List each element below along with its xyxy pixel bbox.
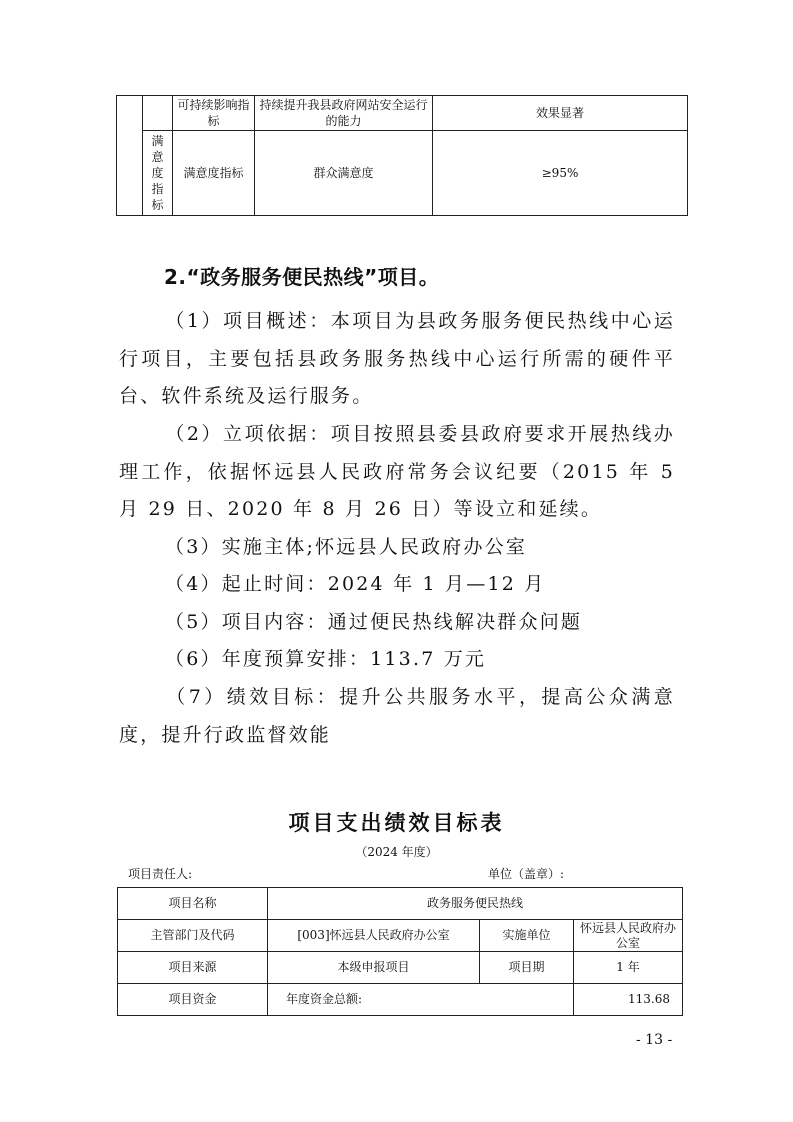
unit-seal-label: 单位（盖章）: <box>488 867 565 881</box>
vertical-char: 意 <box>151 150 164 164</box>
form-title: 项目支出绩效目标表 <box>288 811 505 835</box>
paragraph-goal <box>119 679 675 754</box>
table-cell: 持续提升我县政府网站安全运行的能力 <box>255 96 433 131</box>
paragraph-period <box>119 566 675 604</box>
table-cell <box>117 96 143 216</box>
section-heading: 2.“政务服务便民热线”项目。 <box>164 265 440 289</box>
table-cell: 1 年 <box>574 952 683 984</box>
paragraph-text: （3）实施主体;怀远县人民政府办公室 <box>165 536 528 558</box>
vertical-char: 满 <box>151 134 164 148</box>
table-cell: 群众满意度 <box>255 131 433 216</box>
vertical-char: 指 <box>151 182 164 196</box>
performance-table-continuation <box>116 95 688 216</box>
paragraph-content <box>119 604 675 642</box>
table-cell: 怀远县人民政府办公室 <box>574 920 683 952</box>
table-cell: 政务服务便民热线 <box>268 888 683 920</box>
paragraph-text: （5）项目内容：通过便民热线解决群众问题 <box>165 611 583 633</box>
paragraph-text: （7）绩效目标：提升公共服务水平，提高公众满意度，提升行政监督效能 <box>119 686 675 746</box>
table-cell: [003]怀远县人民政府办公室 <box>268 920 480 952</box>
form-year: （2024 年度） <box>355 845 438 859</box>
paragraph-text: （2）立项依据：项目按照县委县政府要求开展热线办理工作，依据怀远县人民政府常务会议纪要（2015 年 5 月 29 日、2020 年 8 月 26 日）等设立和延续。 <box>119 423 675 520</box>
table-cell: 年度资金总额: <box>268 984 574 1016</box>
paragraph-text: （4）起止时间：2024 年 1 月—12 月 <box>165 573 546 595</box>
table-cell: 本级申报项目 <box>268 952 480 984</box>
vertical-char: 度 <box>151 166 164 180</box>
paragraph-budget <box>119 641 675 679</box>
table-cell: ≥95% <box>433 131 688 216</box>
paragraph-overview <box>119 303 675 416</box>
paragraph-text: （6）年度预算安排：113.7 万元 <box>165 648 487 670</box>
table-cell <box>143 96 173 131</box>
table-cell: 项目期 <box>480 952 574 984</box>
responsible-label: 项目责任人: <box>128 867 193 881</box>
table-cell: 项目资金 <box>118 984 268 1016</box>
table-cell: 113.68 <box>574 984 683 1016</box>
table-cell: 项目名称 <box>118 888 268 920</box>
table-cell: 效果显著 <box>433 96 688 131</box>
table-cell: 可持续影响指标 <box>173 96 255 131</box>
table-cell: 实施单位 <box>480 920 574 952</box>
performance-target-table <box>117 887 683 1016</box>
table-cell: 项目来源 <box>118 952 268 984</box>
paragraph-basis <box>119 416 675 529</box>
table-cell: 满意度指标 <box>173 131 255 216</box>
vertical-char: 标 <box>151 198 164 212</box>
table-cell: 主管部门及代码 <box>118 920 268 952</box>
page-number: - 13 - <box>636 1032 673 1048</box>
table-cell-vertical <box>143 131 173 216</box>
paragraph-subject <box>119 529 675 567</box>
paragraph-text: （1）项目概述：本项目为县政务服务便民热线中心运行项目，主要包括县政务服务热线中心运行所需的硬件平台、软件系统及运行服务。 <box>119 310 675 407</box>
